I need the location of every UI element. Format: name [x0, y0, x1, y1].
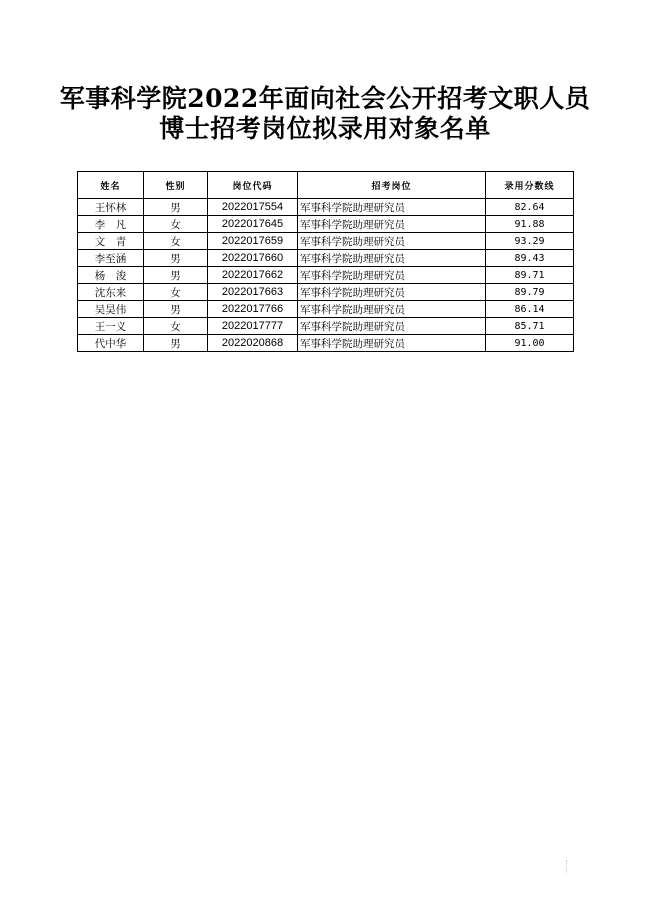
cell-gender: 男 — [144, 335, 208, 352]
cell-name: 沈东来 — [78, 284, 144, 301]
cell-gender: 女 — [144, 216, 208, 233]
cell-post-code: 2022017766 — [208, 301, 298, 318]
cell-gender: 女 — [144, 284, 208, 301]
cell-name: 李 凡 — [78, 216, 144, 233]
candidate-table — [77, 171, 574, 352]
cell-name: 文 青 — [78, 233, 144, 250]
cell-gender: 女 — [144, 233, 208, 250]
cell-post: 军事科学院助理研究员 — [298, 267, 486, 284]
cell-post: 军事科学院助理研究员 — [298, 199, 486, 216]
cell-post: 军事科学院助理研究员 — [298, 318, 486, 335]
cell-post: 军事科学院助理研究员 — [298, 233, 486, 250]
document-title-line-1: 军事科学院2022年面向社会公开招考文职人员 — [59, 84, 591, 113]
cell-gender: 女 — [144, 318, 208, 335]
table-row — [78, 335, 574, 352]
cell-name: 杨 浚 — [78, 267, 144, 284]
cell-score: 89.71 — [486, 267, 574, 284]
table-row — [78, 318, 574, 335]
table-header-row — [78, 172, 574, 199]
header-score: 录用分数线 — [486, 172, 574, 199]
cell-score: 89.43 — [486, 250, 574, 267]
cell-score: 91.88 — [486, 216, 574, 233]
cell-post: 军事科学院助理研究员 — [298, 335, 486, 352]
scan-artifact-mark — [566, 860, 569, 874]
cell-post-code: 2022020868 — [208, 335, 298, 352]
cell-post: 军事科学院助理研究员 — [298, 284, 486, 301]
cell-score: 86.14 — [486, 301, 574, 318]
table-row — [78, 233, 574, 250]
cell-score: 82.64 — [486, 199, 574, 216]
cell-name: 李至涵 — [78, 250, 144, 267]
cell-name: 王怀林 — [78, 199, 144, 216]
document-title-line-2: 博士招考岗位拟录用对象名单 — [159, 114, 491, 143]
cell-post-code: 2022017663 — [208, 284, 298, 301]
cell-name: 吴昊伟 — [78, 301, 144, 318]
header-gender: 性别 — [144, 172, 208, 199]
cell-gender: 男 — [144, 199, 208, 216]
table-row — [78, 284, 574, 301]
cell-post: 军事科学院助理研究员 — [298, 250, 486, 267]
cell-score: 89.79 — [486, 284, 574, 301]
cell-post-code: 2022017554 — [208, 199, 298, 216]
cell-score: 91.00 — [486, 335, 574, 352]
cell-post-code: 2022017662 — [208, 267, 298, 284]
cell-post-code: 2022017777 — [208, 318, 298, 335]
cell-score: 85.71 — [486, 318, 574, 335]
table-row — [78, 267, 574, 284]
cell-name: 代中华 — [78, 335, 144, 352]
table-row — [78, 301, 574, 318]
table-row — [78, 199, 574, 216]
cell-post-code: 2022017659 — [208, 233, 298, 250]
cell-post-code: 2022017645 — [208, 216, 298, 233]
cell-gender: 男 — [144, 250, 208, 267]
cell-post-code: 2022017660 — [208, 250, 298, 267]
cell-post: 军事科学院助理研究员 — [298, 301, 486, 318]
cell-name: 王一义 — [78, 318, 144, 335]
table-row — [78, 216, 574, 233]
header-post-code: 岗位代码 — [208, 172, 298, 199]
header-name: 姓名 — [78, 172, 144, 199]
cell-gender: 男 — [144, 301, 208, 318]
cell-score: 93.29 — [486, 233, 574, 250]
header-post: 招考岗位 — [298, 172, 486, 199]
cell-gender: 男 — [144, 267, 208, 284]
cell-post: 军事科学院助理研究员 — [298, 216, 486, 233]
table-row — [78, 250, 574, 267]
